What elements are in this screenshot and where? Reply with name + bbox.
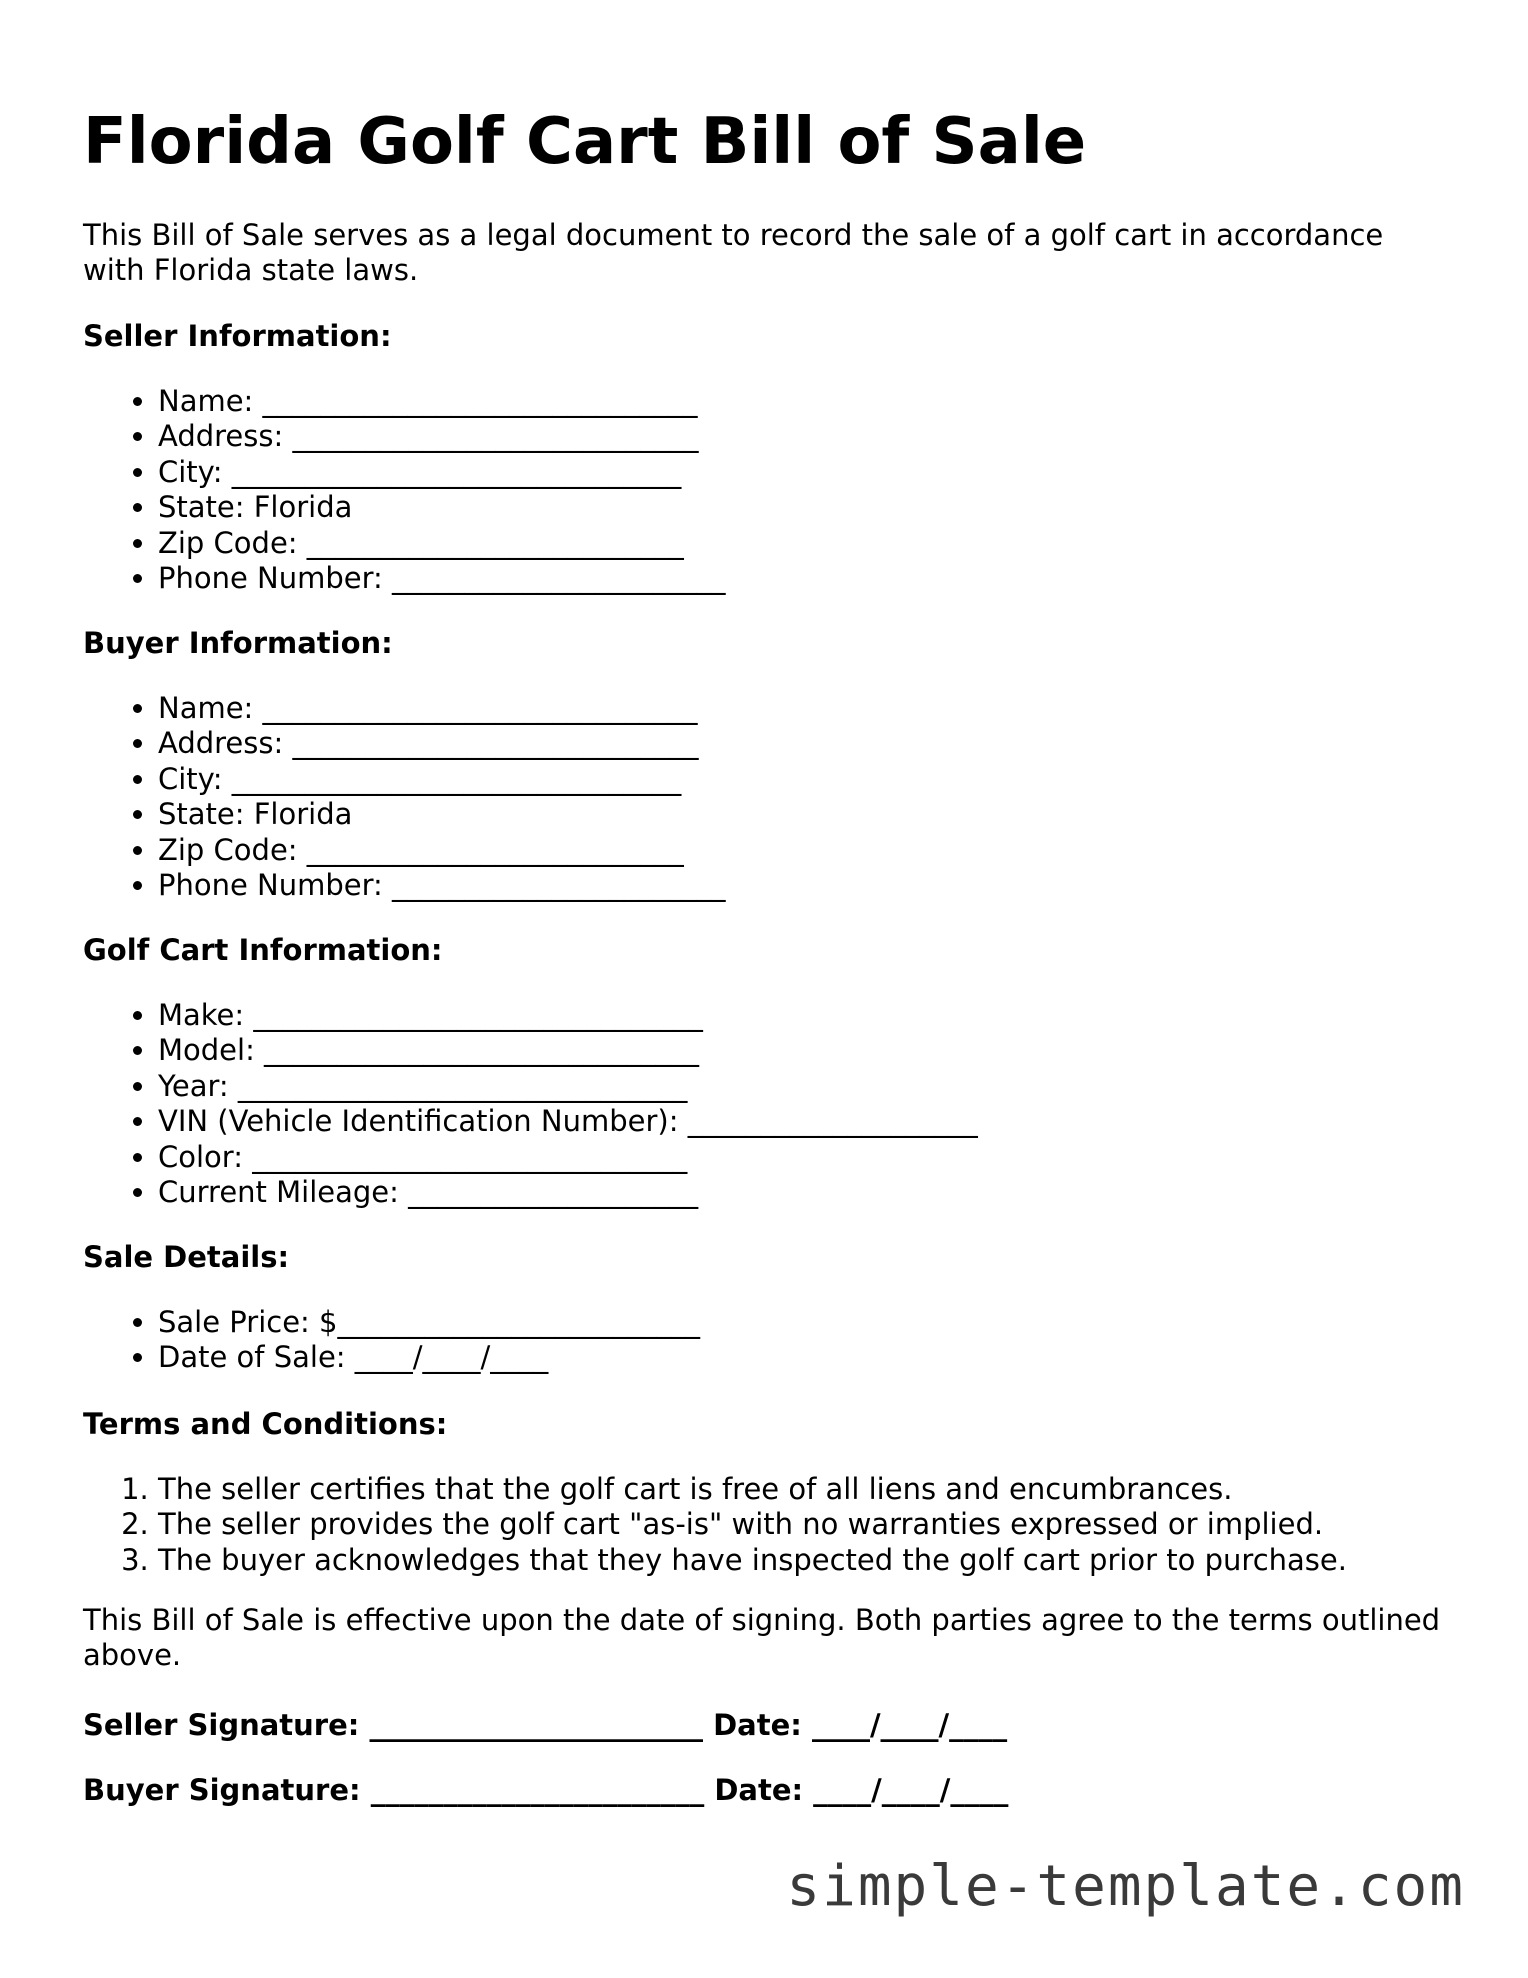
buyer-signature-field[interactable]: Buyer Signature: _______________________ [83,1773,705,1807]
seller-zip-field[interactable]: • Zip Code: __________________________ [158,526,726,561]
buyer-signature-date-field[interactable]: Date: ____/____/____ [714,1773,1009,1807]
term-item: 2. The seller provides the golf cart "as-is" with no warranties expressed or implied. [158,1507,1347,1542]
term-item: 3. The buyer acknowledges that they have inspected the golf cart prior to purchase. [158,1543,1347,1578]
terms-list [83,1472,1347,1578]
buyer-state-field: • State: Florida [158,797,726,832]
buyer-list [83,691,726,903]
seller-heading: Seller Information: [83,319,392,353]
closing-paragraph: This Bill of Sale is effective upon the date of signing. Both parties agree to the terms outlined above. [83,1603,1441,1672]
terms-heading: Terms and Conditions: [83,1407,448,1441]
term-item: 1. The seller certifies that the golf cart is free of all liens and encumbrances. [158,1472,1347,1507]
seller-signature-date-field[interactable]: Date: ____/____/____ [713,1708,1008,1742]
buyer-city-field[interactable]: • City: _______________________________ [158,762,726,797]
cart-year-field[interactable]: • Year: _______________________________ [158,1069,978,1104]
seller-signature-line [83,1707,1007,1743]
seller-state-field: • State: Florida [158,490,726,525]
sale-list [83,1305,700,1376]
seller-phone-field[interactable]: • Phone Number: _______________________ [158,561,726,596]
sale-price-field[interactable]: • Sale Price: $_________________________ [158,1305,700,1340]
buyer-signature-line [83,1772,1008,1808]
cart-heading: Golf Cart Information: [83,933,443,967]
buyer-heading: Buyer Information: [83,626,393,660]
watermark-text: simple-template.com [786,1854,1465,1919]
seller-city-field[interactable]: • City: _______________________________ [158,455,726,490]
buyer-address-field[interactable]: • Address: ____________________________ [158,726,726,761]
cart-model-field[interactable]: • Model: ______________________________ [158,1033,978,1068]
buyer-zip-field[interactable]: • Zip Code: __________________________ [158,833,726,868]
cart-mileage-field[interactable]: • Current Mileage: ____________________ [158,1175,978,1210]
document-title: Florida Golf Cart Bill of Sale [83,105,1087,179]
cart-list [83,998,978,1210]
seller-signature-field[interactable]: Seller Signature: _______________________ [83,1708,703,1742]
sale-heading: Sale Details: [83,1240,290,1274]
seller-name-field[interactable]: • Name: ______________________________ [158,384,726,419]
buyer-phone-field[interactable]: • Phone Number: _______________________ [158,868,726,903]
seller-address-field[interactable]: • Address: ____________________________ [158,419,726,454]
cart-make-field[interactable]: • Make: _______________________________ [158,998,978,1033]
seller-list [83,384,726,596]
cart-vin-field[interactable]: • VIN (Vehicle Identification Number): ____________________ [158,1104,978,1139]
intro-paragraph: This Bill of Sale serves as a legal document to record the sale of a golf cart in accordance with Florida state laws. [83,218,1384,287]
buyer-name-field[interactable]: • Name: ______________________________ [158,691,726,726]
sale-date-field[interactable]: • Date of Sale: ____/____/____ [158,1340,700,1375]
cart-color-field[interactable]: • Color: ______________________________ [158,1140,978,1175]
